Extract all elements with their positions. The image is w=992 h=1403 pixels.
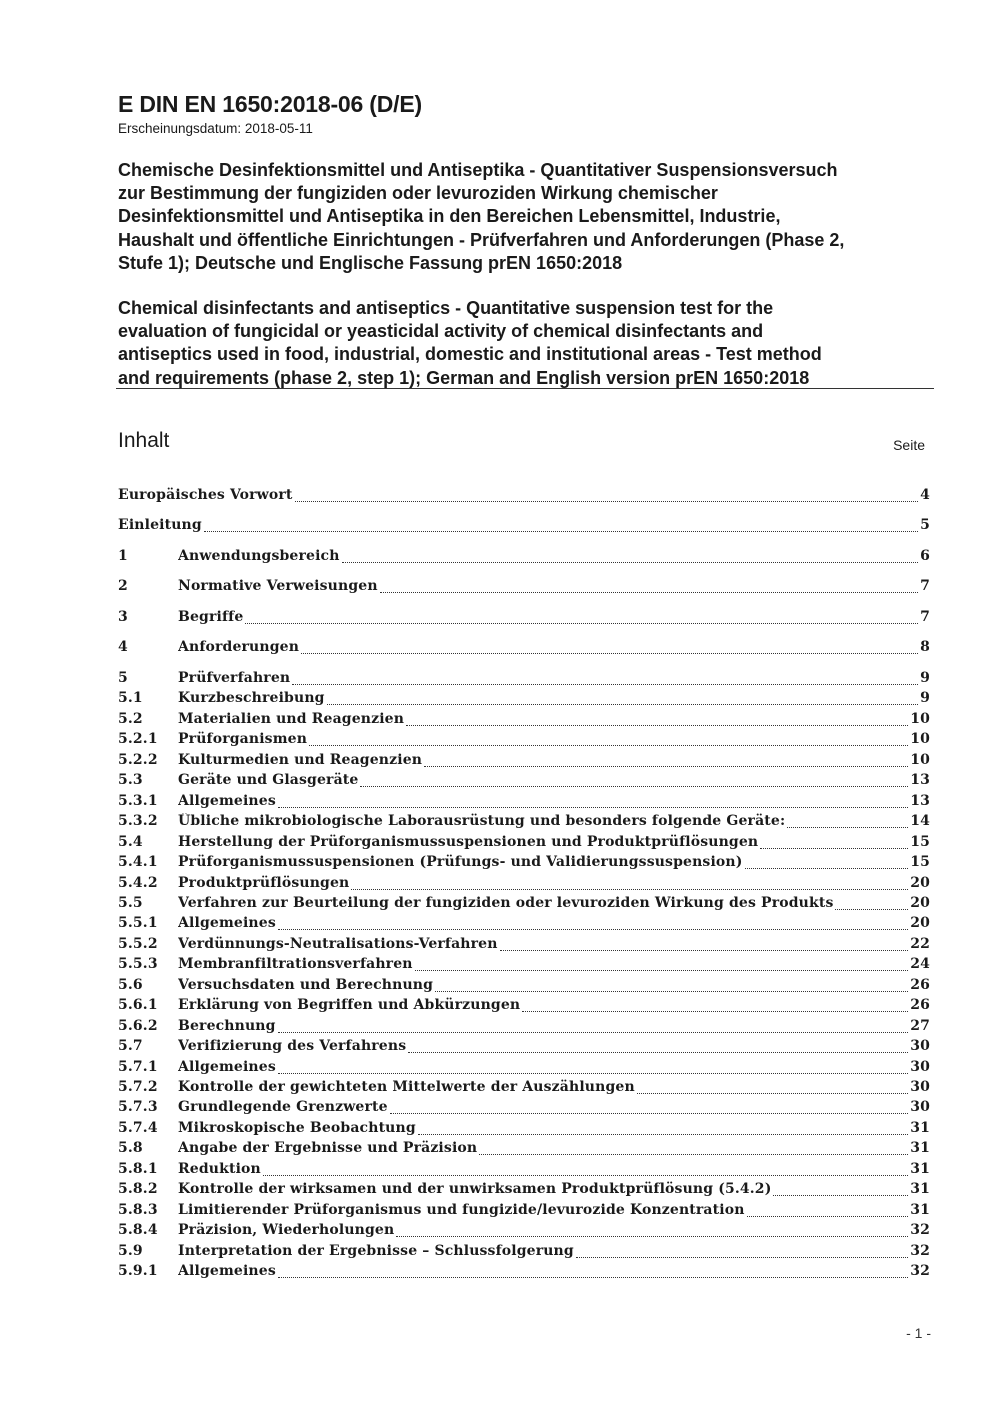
- toc-dot-leader: [418, 1133, 908, 1135]
- toc-entry-number: 5.7.1: [118, 1058, 158, 1075]
- toc-entry-title: Versuchsdaten und Berechnung: [178, 976, 434, 993]
- toc-entry-page: 30: [910, 1099, 930, 1116]
- toc-dot-leader: [390, 1112, 909, 1114]
- document-title: E DIN EN 1650:2018-06 (D/E): [118, 91, 422, 117]
- toc-entry-page: 15: [910, 854, 930, 871]
- toc-entry-page: 32: [910, 1263, 930, 1280]
- toc-entry-page: 10: [910, 710, 930, 727]
- toc-entry[interactable]: [118, 1038, 930, 1058]
- toc-entry-number: 3: [118, 609, 128, 625]
- toc-dot-leader: [435, 990, 908, 992]
- toc-entry[interactable]: [118, 670, 930, 690]
- toc-entry-title: Produktprüflösungen: [178, 874, 350, 891]
- toc-entry-page: 30: [910, 1038, 930, 1055]
- toc-entry[interactable]: [118, 752, 930, 772]
- toc-entry-page: 7: [920, 609, 930, 625]
- toc-entry[interactable]: [118, 1140, 930, 1160]
- toc-entry-page: 32: [910, 1242, 930, 1259]
- toc-entry[interactable]: [118, 875, 930, 895]
- toc-entry-page: 20: [910, 894, 930, 911]
- toc-entry-number: 5.5.2: [118, 935, 158, 952]
- toc-entry-number: 5.5.3: [118, 956, 158, 973]
- toc-entry[interactable]: [118, 639, 930, 659]
- toc-entry[interactable]: [118, 895, 930, 915]
- german-title-line: zur Bestimmung der fungiziden oder levuroziden Wirkung chemischer: [118, 183, 718, 204]
- toc-entry-page: 13: [910, 792, 930, 809]
- toc-dot-leader: [576, 1256, 908, 1258]
- toc-entry-title: Herstellung der Prüforganismussuspensionen und Produktprüflösungen: [178, 833, 759, 850]
- toc-entry[interactable]: [118, 690, 930, 710]
- toc-entry[interactable]: [118, 1202, 930, 1222]
- toc-entry-title: Membranfiltrationsverfahren: [178, 956, 413, 973]
- toc-entry-number: 5.8.1: [118, 1160, 158, 1177]
- toc-entry-page: 6: [920, 548, 930, 564]
- toc-dot-leader: [760, 847, 908, 849]
- toc-entry[interactable]: [118, 813, 930, 833]
- toc-entry-title: Materialien und Reagenzien: [178, 710, 405, 727]
- toc-dot-leader: [415, 969, 909, 971]
- toc-entry[interactable]: [118, 793, 930, 813]
- toc-entry-page: 31: [910, 1181, 930, 1198]
- toc-dot-leader: [351, 888, 908, 890]
- toc-dot-leader: [360, 785, 908, 787]
- toc-entry[interactable]: [118, 915, 930, 935]
- toc-entry-title: Präzision, Wiederholungen: [178, 1222, 395, 1239]
- german-title-line: Stufe 1); Deutsche und Englische Fassung prEN 1650:2018: [118, 252, 623, 273]
- toc-entry[interactable]: [118, 1161, 930, 1181]
- toc-entry-number: 5.8.2: [118, 1181, 158, 1198]
- toc-entry-page: 8: [920, 639, 930, 655]
- toc-entry-number: 5.9.1: [118, 1263, 158, 1280]
- english-title-line: and requirements (phase 2, step 1); German and English version prEN 1650:2018: [118, 367, 810, 388]
- toc-entry[interactable]: [118, 977, 930, 997]
- toc-entry-page: 31: [910, 1201, 930, 1218]
- toc-entry-title: Mikroskopische Beobachtung: [178, 1119, 416, 1136]
- toc-entry-page: 27: [910, 1017, 930, 1034]
- toc-entry-title: Allgemeines: [178, 1058, 276, 1075]
- toc-entry[interactable]: [118, 834, 930, 854]
- toc-entry-number: 5.7.4: [118, 1119, 158, 1136]
- toc-entry-title: Reduktion: [178, 1160, 261, 1177]
- toc-entry-number: 5.3: [118, 772, 143, 789]
- toc-entry-page: 22: [910, 935, 930, 952]
- toc-entry[interactable]: [118, 1120, 930, 1140]
- toc-entry-page: 31: [910, 1119, 930, 1136]
- toc-entry-number: 5: [118, 670, 128, 686]
- toc-dot-leader: [406, 724, 908, 726]
- german-title-line: Haushalt und öffentliche Einrichtungen - Prüfverfahren und Anforderungen (Phase 2,: [118, 229, 845, 250]
- toc-entry-title: Allgemeines: [178, 1263, 276, 1280]
- toc-dot-leader: [745, 867, 909, 869]
- toc-dot-leader: [295, 500, 919, 502]
- toc-entry-title: Übliche mikrobiologische Laborausrüstung und besonders folgende Geräte:: [178, 813, 786, 830]
- toc-entry-title: Begriffe: [178, 609, 244, 625]
- toc-dot-leader: [835, 908, 908, 910]
- toc-entry-page: 10: [910, 751, 930, 768]
- english-title-line: evaluation of fungicidal or yeasticidal activity of chemical disinfectants and: [118, 321, 764, 342]
- toc-entry-title: Europäisches Vorwort: [118, 487, 293, 503]
- toc-dot-leader: [301, 652, 918, 654]
- toc-entry[interactable]: [118, 1099, 930, 1119]
- toc-dot-leader: [380, 591, 918, 593]
- toc-entry-title: Limitierender Prüforganismus und fungizide/levurozide Konzentration: [178, 1201, 745, 1218]
- toc-entry[interactable]: [118, 517, 930, 537]
- toc-entry-title: Prüforganismussuspensionen (Prüfungs- und Validierungssuspension): [178, 854, 743, 871]
- toc-entry-number: 5.8.4: [118, 1222, 158, 1239]
- toc-entry-number: 5.6: [118, 976, 143, 993]
- toc-entry-page: 32: [910, 1222, 930, 1239]
- toc-dot-leader: [500, 949, 909, 951]
- toc-entry-page: 9: [920, 670, 930, 686]
- toc-page-column-label: Seite: [893, 437, 925, 453]
- toc-entry-title: Einleitung: [118, 517, 202, 533]
- toc-entry-page: 20: [910, 874, 930, 891]
- toc-entry-title: Kontrolle der wirksamen und der unwirksamen Produktprüflösung (5.4.2): [178, 1181, 772, 1198]
- toc-entry-title: Angabe der Ergebnisse und Präzision: [178, 1140, 478, 1157]
- toc-entry-title: Verdünnungs-Neutralisations-Verfahren: [178, 935, 498, 952]
- toc-entry[interactable]: [118, 731, 930, 751]
- toc-dot-leader: [278, 1072, 908, 1074]
- toc-entry-title: Berechnung: [178, 1017, 276, 1034]
- toc-dot-leader: [204, 530, 918, 532]
- toc-entry-number: 5.6.1: [118, 997, 158, 1014]
- toc-entry-number: 5.3.2: [118, 813, 158, 830]
- toc-entry-page: 26: [910, 976, 930, 993]
- toc-entry-page: 13: [910, 772, 930, 789]
- toc-entry[interactable]: [118, 1243, 930, 1263]
- toc-entry-page: 24: [910, 956, 930, 973]
- toc-entry[interactable]: [118, 1222, 930, 1242]
- toc-entry-title: Normative Verweisungen: [178, 578, 378, 594]
- german-title-line: Desinfektionsmittel und Antiseptika in den Bereichen Lebensmittel, Industrie,: [118, 206, 781, 227]
- toc-entry-number: 5.2.2: [118, 751, 158, 768]
- toc-entry[interactable]: [118, 997, 930, 1017]
- toc-entry[interactable]: [118, 487, 930, 507]
- toc-dot-leader: [245, 622, 918, 624]
- toc-heading: Inhalt: [118, 429, 170, 452]
- toc-entry-number: 5.1: [118, 690, 143, 707]
- toc-entry-page: 20: [910, 915, 930, 932]
- toc-dot-leader: [396, 1235, 908, 1237]
- toc-entry-page: 30: [910, 1079, 930, 1095]
- english-title-line: antiseptics used in food, industrial, domestic and institutional areas - Test method: [118, 344, 822, 365]
- toc-entry-page: 31: [910, 1160, 930, 1177]
- toc-entry[interactable]: [118, 578, 930, 598]
- publication-date: Erscheinungsdatum: 2018-05-11: [118, 121, 313, 136]
- toc-entry-number: 5.4: [118, 833, 143, 850]
- toc-entry-number: 5.4.2: [118, 874, 158, 891]
- toc-entry-page: 15: [910, 833, 930, 850]
- toc-dot-leader: [263, 1174, 908, 1176]
- toc-entry[interactable]: [118, 1018, 930, 1038]
- toc-entry-number: 5.3.1: [118, 792, 158, 809]
- toc-entry-title: Kurzbeschreibung: [178, 690, 325, 707]
- toc-entry-number: 5.5.1: [118, 915, 158, 932]
- toc-entry-page: 4: [920, 487, 930, 503]
- toc-dot-leader: [522, 1010, 908, 1012]
- toc-entry-number: 1: [118, 548, 128, 564]
- toc-entry-title: Erklärung von Begriffen und Abkürzungen: [178, 997, 521, 1014]
- toc-entry[interactable]: [118, 609, 930, 629]
- toc-entry-title: Anwendungsbereich: [178, 548, 340, 564]
- toc-entry-title: Allgemeines: [178, 792, 276, 809]
- toc-entry-number: 5.8: [118, 1140, 143, 1157]
- toc-dot-leader: [278, 806, 908, 808]
- english-title-line: Chemical disinfectants and antiseptics - Quantitative suspension test for the: [118, 298, 774, 318]
- toc-dot-leader: [424, 765, 908, 767]
- toc-dot-leader: [278, 1031, 909, 1033]
- toc-entry-number: 5.9: [118, 1242, 143, 1259]
- toc-entry-page: 7: [920, 578, 930, 594]
- toc-entry[interactable]: [118, 956, 930, 976]
- toc-dot-leader: [773, 1194, 908, 1196]
- toc-entry-title: Geräte und Glasgeräte: [178, 772, 359, 789]
- toc-dot-leader: [278, 1276, 908, 1278]
- toc-entry-number: 4: [118, 639, 128, 655]
- page-number: - 1 -: [906, 1325, 931, 1341]
- toc-entry-title: Prüfverfahren: [178, 670, 291, 686]
- toc-entry[interactable]: [118, 711, 930, 731]
- toc-entry-title: Anforderungen: [178, 639, 300, 655]
- toc-entry-page: 5: [920, 517, 930, 533]
- toc-entry-page: 30: [910, 1058, 930, 1075]
- toc-dot-leader: [747, 1215, 909, 1217]
- toc-entry-page: 26: [910, 997, 930, 1014]
- toc-entry-title: Kontrolle der gewichteten Mittelwerte der Auszählungen: [178, 1079, 635, 1095]
- toc-entry-number: 5.6.2: [118, 1017, 158, 1034]
- toc-entry-number: 5.7.3: [118, 1099, 158, 1116]
- toc-entry[interactable]: [118, 854, 930, 874]
- toc-entry-number: 5.2: [118, 710, 143, 727]
- toc-entry[interactable]: [118, 1263, 930, 1283]
- toc-entry-page: 14: [910, 813, 930, 830]
- toc-entry-number: 5.2.1: [118, 731, 158, 748]
- toc-entry-page: 31: [910, 1140, 930, 1157]
- toc-dot-leader: [278, 928, 908, 930]
- german-title: [118, 159, 938, 275]
- toc-dot-leader: [637, 1092, 908, 1094]
- toc-dot-leader: [309, 744, 908, 746]
- toc-entry[interactable]: [118, 772, 930, 792]
- title-divider: [116, 388, 934, 389]
- toc-entry-number: 5.8.3: [118, 1201, 158, 1218]
- toc-entry[interactable]: [118, 936, 930, 956]
- toc-entry-title: Verfahren zur Beurteilung der fungiziden oder levuroziden Wirkung des Produkts: [178, 894, 834, 911]
- toc-entry-title: Interpretation der Ergebnisse – Schlussfolgerung: [178, 1242, 574, 1259]
- toc-entry-title: Grundlegende Grenzwerte: [178, 1099, 388, 1116]
- english-title: [118, 297, 938, 390]
- toc-entry-number: 5.7.2: [118, 1079, 158, 1095]
- toc-entry-number: 5.5: [118, 894, 143, 911]
- toc-entry-number: 2: [118, 578, 128, 594]
- toc-entry[interactable]: [118, 548, 930, 568]
- toc-entry-title: Verifizierung des Verfahrens: [178, 1038, 407, 1055]
- toc-dot-leader: [342, 561, 919, 563]
- toc-entry-title: Kulturmedien und Reagenzien: [178, 751, 423, 768]
- toc-entry[interactable]: [118, 1079, 930, 1099]
- toc-entry[interactable]: [118, 1181, 930, 1201]
- toc-dot-leader: [479, 1153, 908, 1155]
- toc-dot-leader: [292, 683, 918, 685]
- german-title-line: Chemische Desinfektionsmittel und Antiseptika - Quantitativer Suspensionsversuch: [118, 160, 838, 180]
- toc-entry-page: 9: [920, 690, 930, 707]
- toc-entry[interactable]: [118, 1059, 930, 1079]
- toc-entry-title: Allgemeines: [178, 915, 276, 932]
- toc-entry-number: 5.7: [118, 1038, 143, 1055]
- toc-entry-page: 10: [910, 731, 930, 748]
- toc-dot-leader: [327, 703, 919, 705]
- toc-entry-title: Prüforganismen: [178, 731, 308, 748]
- toc-entry-number: 5.4.1: [118, 854, 158, 871]
- toc-dot-leader: [787, 826, 908, 828]
- toc-dot-leader: [408, 1051, 908, 1053]
